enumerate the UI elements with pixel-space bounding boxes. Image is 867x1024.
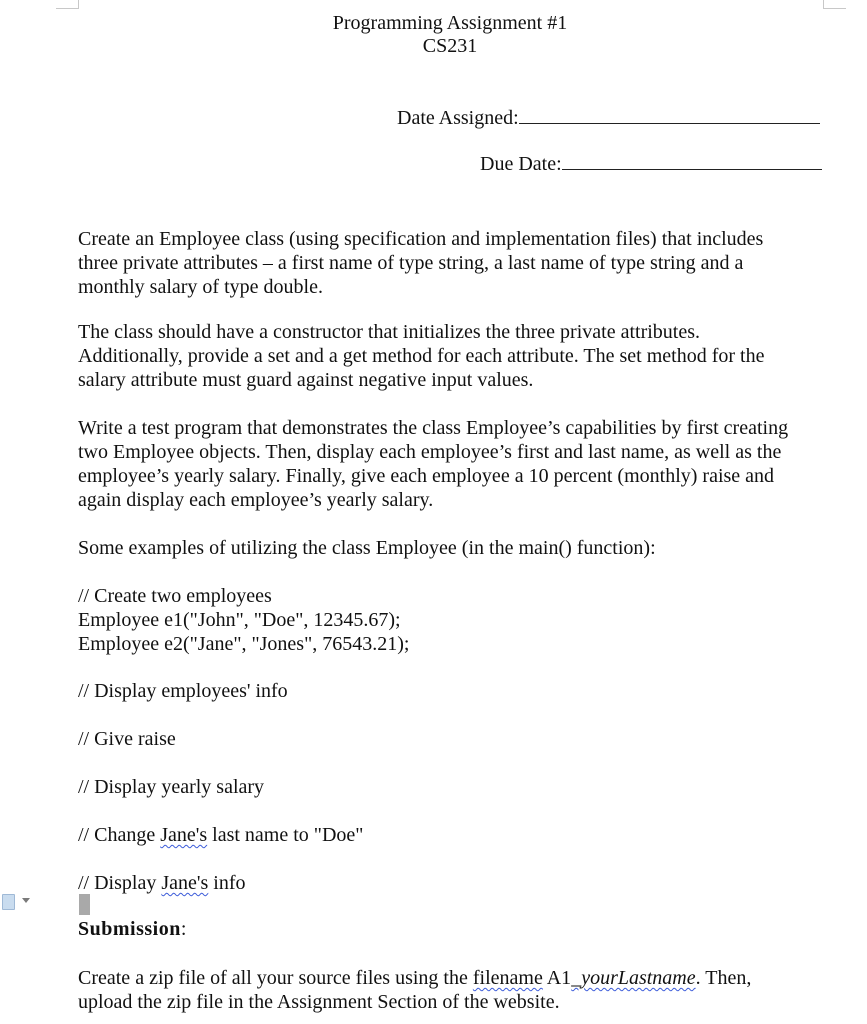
due-date-row: [480, 152, 822, 176]
paragraph-line: [78, 966, 838, 990]
code-comment-text: info: [208, 872, 246, 894]
paragraph-line: Write a test program that demonstrates the class Employee’s capabilities by first creating: [78, 417, 789, 439]
paragraph-line: again display each employee’s yearly salary.: [78, 489, 434, 511]
code-comment: [78, 823, 838, 847]
code-comment-give-raise: [78, 727, 838, 751]
paragraph-examples-intro: [78, 536, 838, 560]
paragraph-line: Some examples of utilizing the class Employee (in the main() function):: [78, 537, 656, 559]
code-line: Employee e2("Jane", "Jones", 76543.21);: [78, 633, 410, 655]
due-date-label: Due Date:: [480, 153, 562, 175]
paragraph-line: salary attribute must guard against negative input values.: [78, 369, 534, 391]
paste-options-icon[interactable]: [2, 892, 30, 912]
code-block-create: [78, 584, 838, 656]
paragraph-line: three private attributes – a first name of type string, a last name of type string and a: [78, 252, 744, 274]
date-assigned-row: [397, 106, 820, 130]
submission-text: Create a zip file of all your source files using the: [78, 967, 473, 989]
paragraph-constructor-description: [78, 320, 838, 392]
date-assigned-blank[interactable]: [519, 106, 820, 124]
submission-text: . Then,: [695, 967, 752, 989]
submission-heading-text: Submission: [78, 918, 181, 940]
code-line: Employee e1("John", "Doe", 12345.67);: [78, 609, 401, 631]
paragraph-class-description: [78, 227, 838, 299]
code-comment-text: // Change: [78, 824, 161, 846]
date-assigned-label: Date Assigned:: [397, 107, 519, 129]
paragraph-test-program: [78, 416, 838, 512]
paragraph-line: upload the zip file in the Assignment Section of the website.: [78, 991, 560, 1013]
code-comment-display-jane: [78, 871, 838, 895]
spellcheck-word: Jane's: [161, 872, 209, 894]
course-code: CS231: [422, 35, 478, 57]
code-comment: [78, 871, 838, 895]
due-date-blank[interactable]: [562, 152, 822, 170]
paragraph-line: Create an Employee class (using specification and implementation files) that includes: [78, 228, 764, 250]
paragraph-submission: [78, 966, 838, 1014]
assignment-title: Programming Assignment #1: [332, 12, 568, 34]
paragraph-line: employee’s yearly salary. Finally, give each employee a 10 percent (monthly) raise and: [78, 465, 775, 487]
code-comment-text: last name to "Doe": [207, 824, 364, 846]
page-corner-mark-left: [56, 0, 79, 9]
submission-heading: [78, 917, 838, 941]
chevron-down-icon: [22, 898, 30, 903]
code-comment-yearly-salary: [78, 775, 838, 799]
spellcheck-word: Jane's: [160, 824, 208, 846]
code-comment: // Create two employees: [78, 585, 272, 607]
clipboard-icon: [2, 894, 15, 910]
code-comment-display-info: [78, 679, 838, 703]
filename-placeholder: _yourLastname: [571, 967, 696, 989]
text-cursor-selection: [79, 894, 90, 915]
submission-text: A1: [542, 967, 572, 989]
paragraph-line: The class should have a constructor that initializes the three private attributes.: [78, 321, 701, 343]
code-comment-change-name: [78, 823, 838, 847]
paragraph-line: monthly salary of type double.: [78, 276, 323, 298]
submission-heading-colon: :: [180, 918, 187, 940]
page-corner-mark-right: [823, 0, 846, 9]
paragraph-line: Additionally, provide a set and a get method for each attribute. The set method for the: [78, 345, 765, 367]
code-comment: // Give raise: [78, 728, 176, 750]
spellcheck-word: filename: [472, 967, 543, 989]
paragraph-line: two Employee objects. Then, display each employee’s first and last name, as well as the: [78, 441, 782, 463]
code-comment: // Display yearly salary: [78, 776, 265, 798]
code-comment-text: // Display: [78, 872, 162, 894]
code-comment: // Display employees' info: [78, 680, 288, 702]
